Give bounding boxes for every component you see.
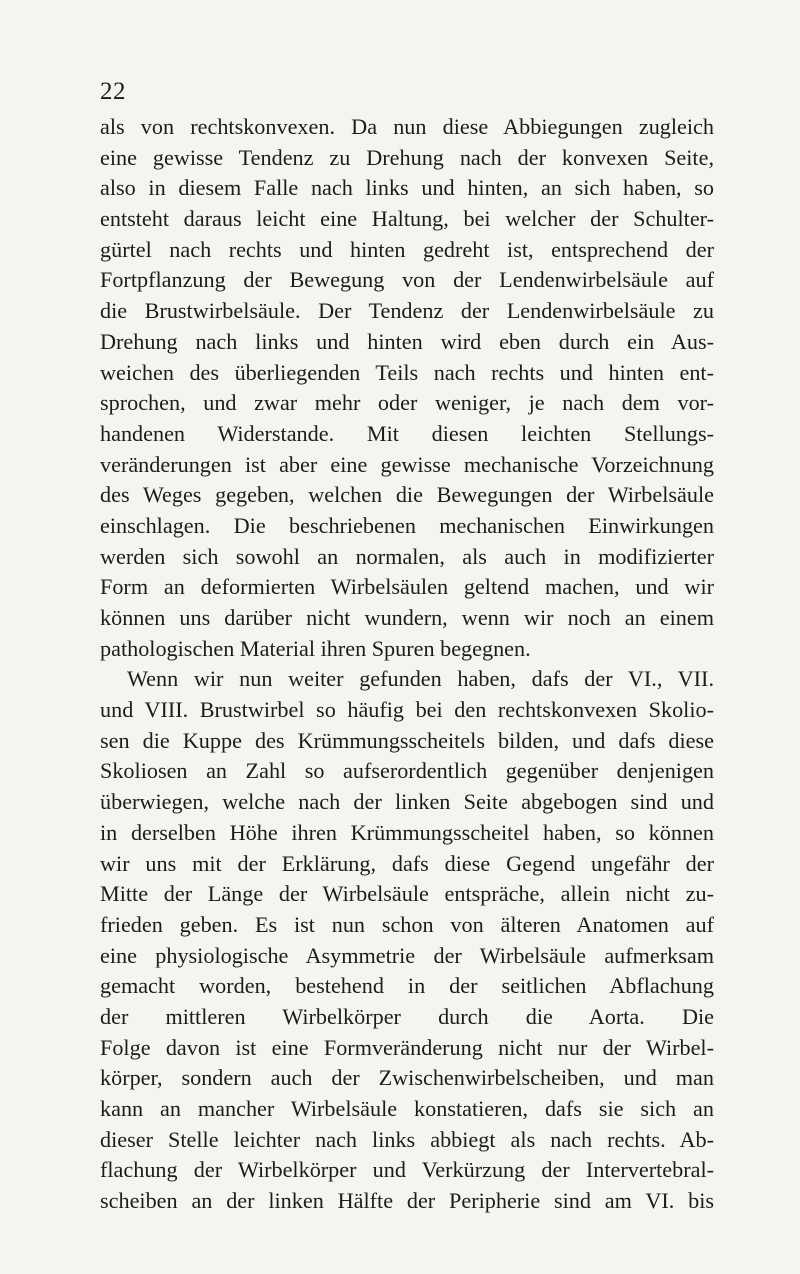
text-line: gürtel nach rechts und hinten gedreht ist, entsprechend der: [100, 236, 714, 262]
text-line: sprochen, und zwar mehr oder weniger, je nach dem vor-: [100, 390, 714, 416]
text-line: in derselben Höhe ihren Krümmungsscheitel haben, so können: [100, 819, 714, 845]
text-line: eine physiologische Asymmetrie der Wirbelsäule aufmerksam: [100, 942, 714, 968]
text-line: frieden geben. Es ist nun schon von älteren Anatomen auf: [100, 911, 714, 937]
text-line: Folge davon ist eine Formveränderung nicht nur der Wirbel-: [100, 1034, 714, 1060]
text-line: weichen des überliegenden Teils nach rechts und hinten ent-: [100, 359, 714, 385]
text-line: kann an mancher Wirbelsäule konstatieren, dafs sie sich an: [100, 1096, 714, 1121]
text-line: sen die Kuppe des Krümmungsscheitels bilden, und dafs diese: [100, 727, 714, 753]
text-line: scheiben an der linken Hälfte der Peripherie sind am VI. bis: [100, 1188, 714, 1214]
text-line: Wenn wir nun weiter gefunden haben, dafs der VI., VII.: [127, 666, 714, 692]
text-line: veränderungen ist aber eine gewisse mechanische Vorzeichnung: [100, 451, 714, 477]
text-line: entsteht daraus leicht eine Haltung, bei welcher der Schulter-: [100, 206, 714, 232]
page-number: 22: [100, 78, 126, 105]
text-line: werden sich sowohl an normalen, als auch in modifizierter: [100, 543, 714, 569]
text-line: Mitte der Länge der Wirbelsäule entspräche, allein nicht zu-: [100, 881, 714, 907]
text-line: einschlagen. Die beschriebenen mechanischen Einwirkungen: [100, 512, 714, 538]
text-line: Drehung nach links und hinten wird eben durch ein Aus-: [100, 328, 714, 354]
text-line: körper, sondern auch der Zwischenwirbelscheiben, und man: [100, 1065, 714, 1091]
text-line: können uns darüber nicht wundern, wenn wir noch an einem: [100, 605, 714, 630]
text-line: Skoliosen an Zahl so aufserordentlich gegenüber denjenigen: [100, 758, 714, 784]
text-line: pathologischen Material ihren Spuren begegnen.: [100, 635, 531, 661]
text-line: dieser Stelle leichter nach links abbiegt als nach rechts. Ab-: [100, 1126, 714, 1152]
body-text: [100, 112, 714, 1217]
text-line: eine gewisse Tendenz zu Drehung nach der konvexen Seite,: [100, 144, 714, 170]
text-line: überwiegen, welche nach der linken Seite abgebogen sind und: [100, 789, 714, 815]
text-line: des Weges gegeben, welchen die Bewegungen der Wirbelsäule: [100, 482, 714, 508]
text-line: gemacht worden, bestehend in der seitlichen Abflachung: [100, 973, 714, 999]
text-line: Form an deformierten Wirbelsäulen geltend machen, und wir: [100, 574, 714, 600]
text-line: der mittleren Wirbelkörper durch die Aorta. Die: [100, 1003, 714, 1029]
text-line: als von rechtskonvexen. Da nun diese Abbiegungen zugleich: [100, 114, 714, 139]
text-line: flachung der Wirbelkörper und Verkürzung der Intervertebral-: [100, 1157, 714, 1183]
text-line: und VIII. Brustwirbel so häufig bei den rechtskonvexen Skolio-: [100, 697, 714, 723]
text-line: Fortpflanzung der Bewegung von der Lendenwirbelsäule auf: [100, 267, 714, 293]
text-line: handenen Widerstande. Mit diesen leichten Stellungs-: [100, 420, 714, 446]
text-line: die Brustwirbelsäule. Der Tendenz der Lendenwirbelsäule zu: [100, 298, 714, 324]
text-line: wir uns mit der Erklärung, dafs diese Gegend ungefähr der: [100, 850, 714, 876]
text-line: also in diesem Falle nach links und hinten, an sich haben, so: [100, 175, 714, 201]
